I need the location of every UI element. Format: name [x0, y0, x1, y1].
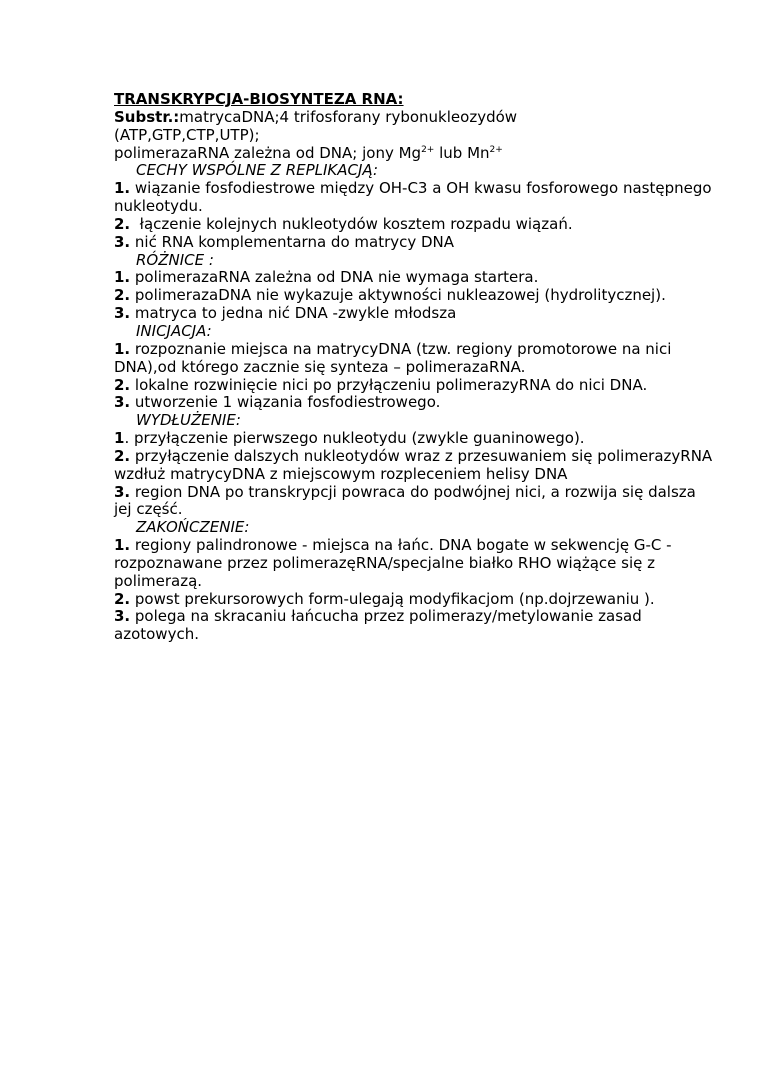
substrates-line-2: (ATP,GTP,CTP,UTP);: [114, 125, 260, 144]
item-number: 2.: [114, 589, 131, 608]
substrates-label: Substr.:: [114, 107, 180, 126]
item-number: 2.: [114, 375, 131, 394]
item-text: utworzenie 1 wiązania fosfodiestrowego.: [130, 393, 441, 412]
section-heading-differences: RÓŻNICE :: [136, 250, 214, 269]
item-number: 3.: [114, 232, 131, 251]
substrates-line-3-text: polimerazaRNA zależna od DNA; jony Mg: [114, 143, 422, 162]
list-item: [114, 484, 714, 520]
item-number: 3.: [114, 304, 131, 323]
document-page: [114, 91, 714, 644]
item-text: polega na skracaniu łańcucha przez polimerazy/metylowanie zasad azotowych.: [114, 607, 642, 644]
item-number: 3.: [114, 607, 131, 626]
item-text: powst prekursorowych form-ulegają modyfikacjom (np.dojrzewaniu ).: [130, 589, 655, 608]
item-number: 1.: [114, 179, 131, 198]
item-text: regiony palindronowe - miejsca na łańc. DNA bogate w sekwencję G-C - rozpoznawane przez polimerazęRNA/specjalne białko RHO wiążące się z polimerazą.: [114, 536, 672, 590]
item-text: przyłączenie dalszych nukleotydów wraz z przesuwaniem się polimerazyRNA wzdłuż matrycyDNA z miejscowym rozpleceniem helisy DNA: [114, 446, 713, 483]
item-number: 1.: [114, 536, 131, 555]
item-number: 1.: [114, 339, 131, 358]
list-item: [114, 305, 714, 323]
item-number: 3.: [114, 482, 131, 501]
list-item: [114, 287, 714, 305]
list-item: [114, 341, 714, 377]
list-item: [114, 608, 714, 644]
list-item: [114, 234, 714, 252]
item-text: rozpoznanie miejsca na matrycyDNA (tzw. regiony promotorowe na nici DNA),od którego zacznie się synteza – polimerazaRNA.: [114, 339, 672, 376]
substrates-line-3-mid: lub Mn: [434, 143, 490, 162]
item-text: region DNA po transkrypcji powraca do podwójnej nici, a rozwija się dalsza jej część.: [114, 482, 696, 519]
item-number: 2.: [114, 286, 131, 305]
item-text: lokalne rozwinięcie nici po przyłączeniu polimerazyRNA do nici DNA.: [130, 375, 648, 394]
item-text: polimerazaDNA nie wykazuje aktywności nukleazowej (hydrolitycznej).: [130, 286, 666, 305]
list-item: [114, 269, 714, 287]
item-text: matryca to jedna nić DNA -zwykle młodsza: [130, 304, 457, 323]
item-number: 1.: [114, 268, 131, 287]
document-title: TRANSKRYPCJA-BIOSYNTEZA RNA:: [114, 90, 404, 108]
item-number: 1: [114, 429, 125, 448]
substrates-text: matrycaDNA;4 trifosforany rybonukleozydów: [179, 107, 518, 126]
substrates-line-1: [114, 109, 714, 127]
section-heading-common: CECHY WSPÓLNE Z REPLIKACJĄ:: [136, 161, 379, 180]
list-item: [114, 394, 714, 412]
list-item: [114, 537, 714, 591]
list-item: [114, 377, 714, 395]
item-text: łączenie kolejnych nukleotydów kosztem rozpadu wiązań.: [130, 214, 573, 233]
mn-charge: 2+: [489, 144, 503, 155]
item-number: 2.: [114, 446, 131, 465]
section-heading-initiation: INICJACJA:: [136, 321, 212, 340]
item-text: wiązanie fosfodiestrowe między OH-C3 a OH kwasu fosforowego następnego nukleotydu.: [114, 179, 712, 216]
list-item: [114, 180, 714, 216]
mg-charge: 2+: [421, 144, 435, 155]
list-item: [114, 430, 714, 448]
list-item: [114, 591, 714, 609]
item-text: polimerazaRNA zależna od DNA nie wymaga startera.: [130, 268, 539, 287]
section-heading-termination: ZAKOŃCZENIE:: [136, 518, 250, 537]
section-heading-elongation: WYDŁUŻENIE:: [136, 411, 241, 430]
item-text: nić RNA komplementarna do matrycy DNA: [130, 232, 455, 251]
list-item: [114, 448, 714, 484]
item-number: 3.: [114, 393, 131, 412]
item-number: 2.: [114, 214, 131, 233]
list-item: [114, 216, 714, 234]
item-text: . przyłączenie pierwszego nukleotydu (zwykle guaninowego).: [124, 429, 585, 448]
substrates-line-3: [114, 145, 714, 163]
